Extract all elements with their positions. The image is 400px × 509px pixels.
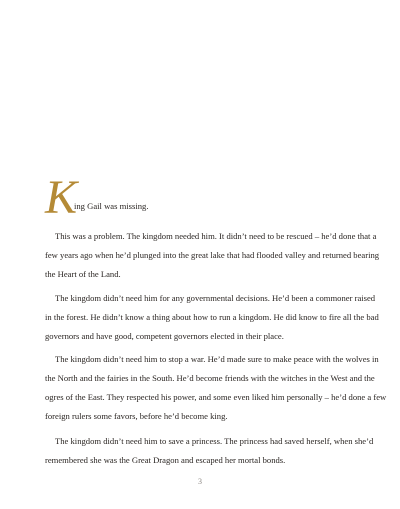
paragraph-line: in the forest. He didn’t know a thing about how to run a kingdom. He did know to fire all the bad (45, 312, 379, 322)
paragraph-2 (45, 289, 379, 346)
paragraph-line: few years ago when he’d plunged into the great lake that had flooded valley and returned bearing (45, 250, 380, 260)
paragraph-3 (45, 350, 387, 426)
paragraph-line: The kingdom didn’t need him to stop a war. He’d made sure to make peace with the wolves in (55, 354, 379, 364)
paragraph-line: the Heart of the Land. (45, 269, 121, 279)
paragraph-line: The kingdom didn’t need him for any governmental decisions. He’d been a commoner raised (55, 293, 376, 303)
chapter-opening (45, 171, 365, 224)
paragraph-1 (45, 227, 380, 284)
paragraph-line: The kingdom didn’t need him to save a princess. The princess had saved herself, when she’d (55, 436, 374, 446)
paragraph-line: remembered she was the Great Dragon and escaped her mortal bonds. (45, 455, 286, 465)
page-number: 3 (198, 477, 202, 486)
paragraph-line: This was a problem. The kingdom needed him. It didn’t need to be rescued – he’d done that a (55, 231, 377, 241)
paragraph-4 (45, 432, 374, 470)
paragraph-line: foreign rulers some favors, before he’d become king. (45, 411, 228, 421)
paragraph-line: ogres of the East. They respected his power, and some even liked him personally – he’d done a few (45, 392, 387, 402)
paragraph-line: the North and the fairies in the South. He’d become friends with the witches in the West and the (45, 373, 375, 383)
drop-cap: K (45, 171, 78, 224)
opening-line: ing Gail was missing. (74, 201, 149, 211)
paragraph-line: governors and have good, competent governors elected in their place. (45, 331, 284, 341)
